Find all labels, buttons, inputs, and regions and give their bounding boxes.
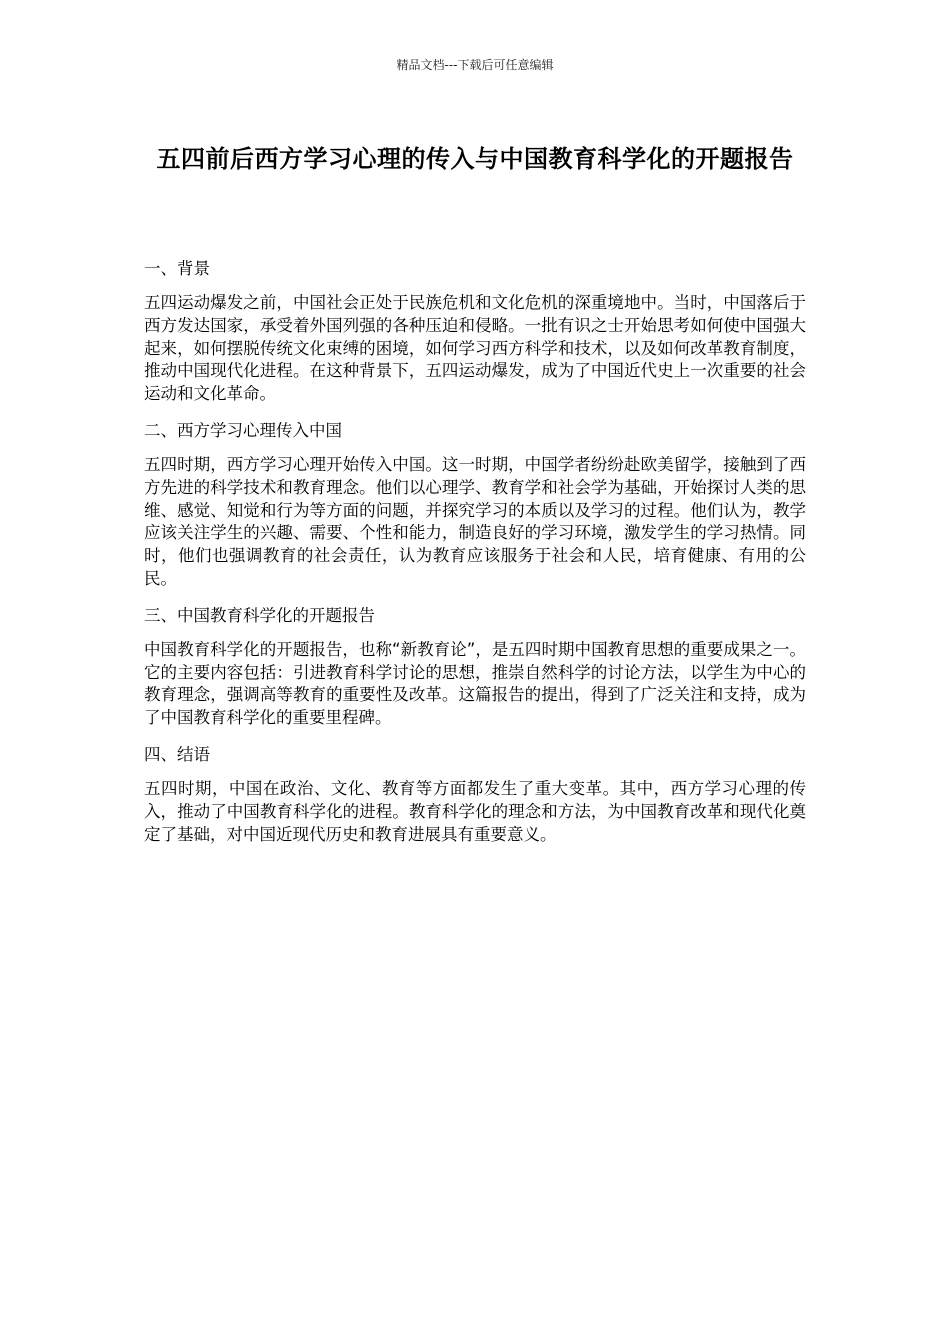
section-paragraph: 五四时期，中国在政治、文化、教育等方面都发生了重大变革。其中，西方学习心理的传入，推动了中国教育科学化的进程。教育科学化的理念和方法，为中国教育改革和现代化奠定了基础，对中国近现代历史和教育进展具有重要意义。 [144,778,806,844]
section-conclusion [144,744,806,846]
section-heading: 三、中国教育科学化的开题报告 [144,605,375,625]
section-heading: 四、结语 [144,744,210,764]
document-title: 五四前后西方学习心理的传入与中国教育科学化的开题报告 [156,145,794,173]
section-western-learning-psychology [144,420,806,591]
section-heading: 一、背景 [144,259,210,278]
page-header: 精品文档---下载后可任意编辑 [396,58,554,72]
section-background [144,258,806,406]
document-body [144,258,806,860]
section-paragraph: 五四运动爆发之前，中国社会正处于民族危机和文化危机的深重境地中。当时，中国落后于西方发达国家，承受着外国列强的各种压迫和侵略。一批有识之士开始思考如何使中国强大起来，如何摆脱传统文化束缚的困境，如何学习西方科学和技术，以及如何改革教育制度，推动中国现代化进程。在这种背景下，五四运动爆发，成为了中国近代史上一次重要的社会运动和文化革命。 [144,293,806,404]
section-paragraph: 中国教育科学化的开题报告，也称“新教育论”，是五四时期中国教育思想的重要成果之一。它的主要内容包括：引进教育科学讨论的思想，推崇自然科学的讨论方法，以学生为中心的教育理念，强调高等教育的重要性及改革。这篇报告的提出，得到了广泛关注和支持，成为了中国教育科学化的重要里程碑。 [144,639,806,728]
section-paragraph: 五四时期，西方学习心理开始传入中国。这一时期，中国学者纷纷赴欧美留学，接触到了西方先进的科学技术和教育理念。他们以心理学、教育学和社会学为基础，开始探讨人类的思维、感觉、知觉和行为等方面的问题，并探究学习的本质以及学习的过程。他们认为，教学应该关注学生的兴趣、需要、个性和能力，制造良好的学习环境，激发学生的学习热情。同时，他们也强调教育的社会责任，认为教育应该服务于社会和人民，培育健康、有用的公民。 [144,454,806,588]
section-opening-report [144,605,806,730]
section-heading: 二、西方学习心理传入中国 [144,420,342,440]
